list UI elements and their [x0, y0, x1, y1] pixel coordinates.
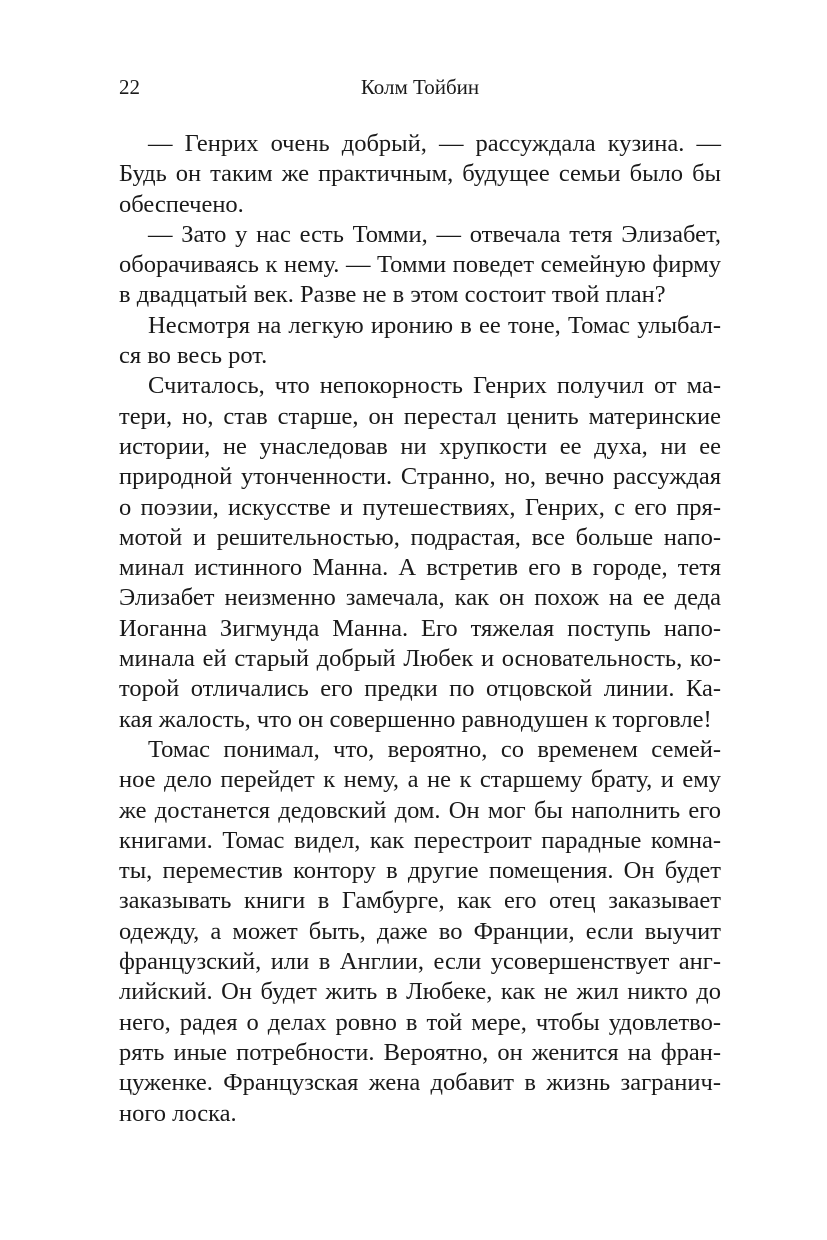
text-line: ся во весь рот.: [119, 342, 268, 370]
text-line: лийский. Он будет жить в Любеке, как не жил никто до: [119, 978, 721, 1006]
text-line: кая жалость, что он совершенно равнодушен к торговле!: [119, 705, 712, 733]
text-line: истории, не унаследовав ни хрупкости ее духа, ни ее: [119, 432, 721, 460]
text-line: книгами. Томас видел, как перестроит парадные комна-: [119, 826, 721, 854]
text-line: минал истинного Манна. А встретив его в городе, тетя: [119, 554, 721, 582]
text-line: мотой и решительностью, подрастая, все больше напо-: [119, 523, 721, 551]
text-line: заказывать книги в Гамбурге, как его отец заказывает: [119, 887, 721, 915]
text-line: одежду, а может быть, даже во Франции, если выучит: [119, 917, 721, 945]
text-line: цуженке. Французская жена добавит в жизнь загранич-: [119, 1069, 721, 1097]
text-line: ты, переместив контору в другие помещения. Он будет: [119, 857, 721, 885]
text-line: — Генрих очень добрый, — рассуждала кузина. —: [148, 130, 721, 157]
text-line: Считалось, что непокорность Генрих получил от ма-: [148, 372, 721, 400]
text-line: рять иные потребности. Вероятно, он женится на фран-: [119, 1038, 721, 1066]
text-line: Иоганна Зигмунда Манна. Его тяжелая поступь напо-: [119, 614, 721, 642]
text-line: Томас понимал, что, вероятно, со временем семей-: [148, 735, 721, 763]
text-line: ного лоска.: [119, 1099, 237, 1127]
text-line: обеспечено.: [119, 190, 244, 218]
text-line: французский, или в Англии, если усовершенствует анг-: [119, 948, 721, 976]
text-line: в двадцатый век. Разве не в этом состоит твой план?: [119, 281, 666, 309]
text-line: ное дело перейдет к нему, а не к старшему брату, и ему: [119, 766, 721, 794]
text-line: Элизабет неизменно замечала, как он похож на ее деда: [119, 584, 721, 612]
body-text: [119, 129, 721, 1129]
text-line: — Зато у нас есть Томми, — отвечала тетя Элизабет,: [148, 220, 721, 248]
text-line: Будь он таким же практичным, будущее семьи было бы: [119, 160, 721, 188]
text-line: тери, но, став старше, он перестал ценить материнские: [119, 402, 721, 430]
text-line: же достанется дедовский дом. Он мог бы наполнить его: [119, 796, 721, 824]
text-line: торой отличались его предки по отцовской линии. Ка-: [119, 675, 721, 703]
text-line: Несмотря на легкую иронию в ее тоне, Томас улыбал-: [148, 311, 721, 339]
text-line: природной утонченности. Странно, но, вечно рассуждая: [119, 463, 721, 491]
text-line: о поэзии, искусстве и путешествиях, Генрих, с его пря-: [119, 493, 721, 521]
running-head-author: Колм Тойбин: [360, 75, 480, 99]
text-line: оборачиваясь к нему. — Томми поведет семейную фирму: [119, 251, 721, 279]
text-line: минала ей старый добрый Любек и основательность, ко-: [119, 645, 721, 673]
running-head: [119, 72, 721, 102]
page-number: 22: [119, 75, 140, 99]
text-line: него, радея о делах ровно в той мере, чтобы удовлетво-: [119, 1008, 721, 1036]
